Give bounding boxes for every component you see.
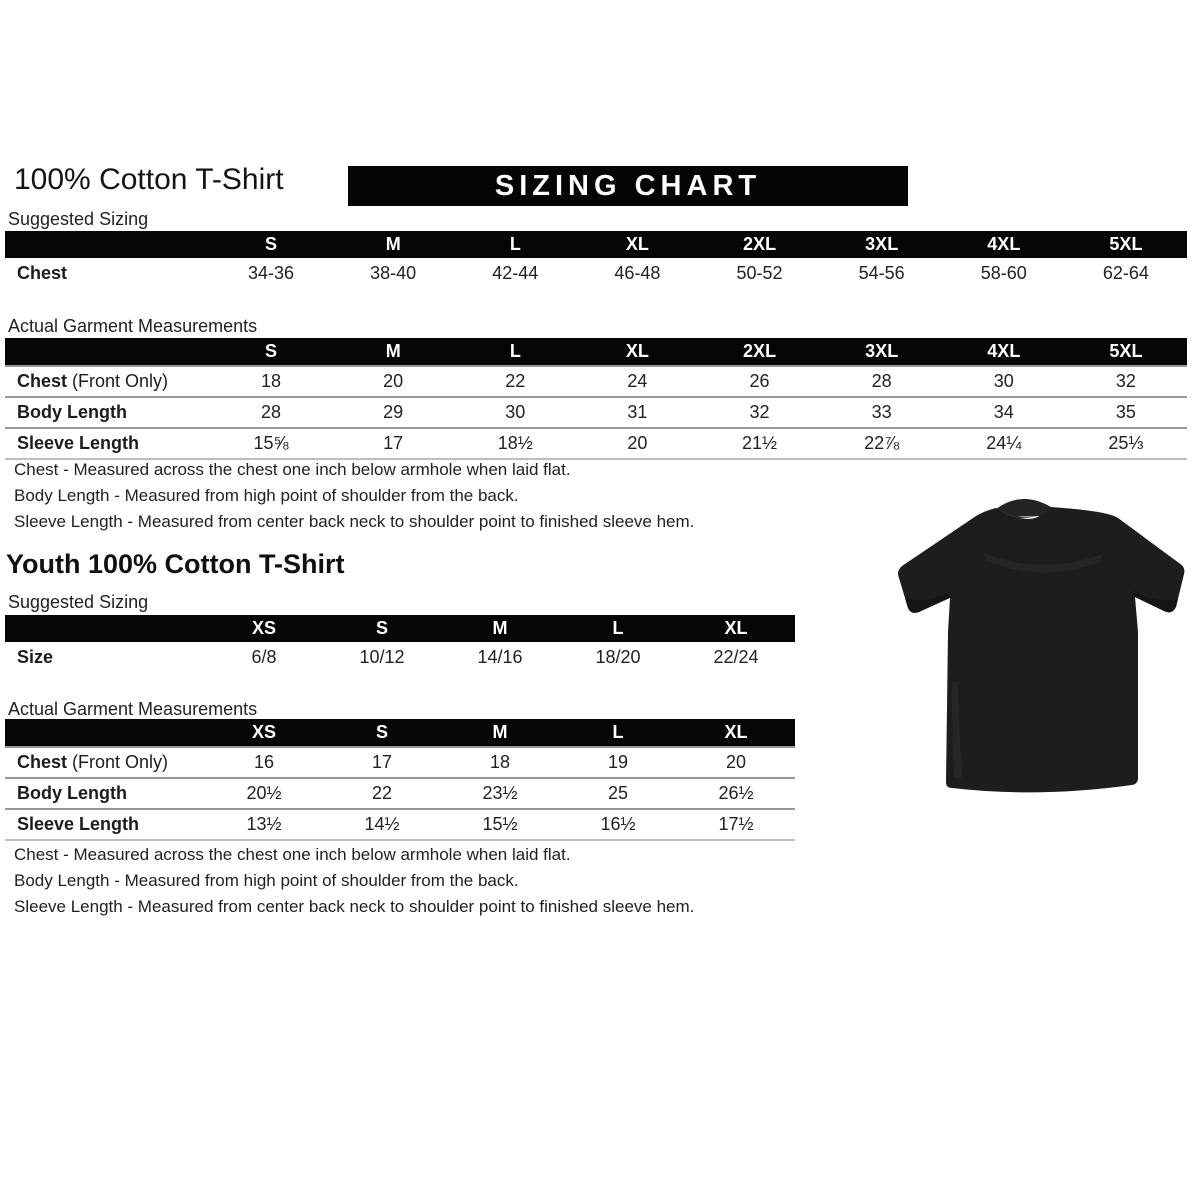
size-col-header: XL [724, 618, 748, 638]
size-col-header: L [509, 234, 521, 254]
table-cell: 17 [383, 433, 404, 453]
table-cell: 50-52 [736, 262, 783, 283]
table-cell: 16½ [600, 814, 636, 834]
size-col-header: 4XL [987, 234, 1021, 254]
row-label: Chest [17, 262, 68, 283]
table-cell: 22 [371, 783, 393, 803]
table-row-sleeve-length [5, 427, 1187, 458]
note-body-length: Body Length - Measured from high point of shoulder from the back. [14, 871, 519, 890]
youth-measurements-table [5, 719, 795, 841]
table-cell: 18/20 [595, 646, 641, 667]
size-col-header: 4XL [987, 341, 1021, 361]
table-cell: 19 [607, 752, 629, 772]
size-col-header: 2XL [743, 234, 777, 254]
table-cell: 20½ [246, 783, 282, 803]
table-cell: 29 [383, 402, 404, 422]
adult-suggested-heading: Suggested Sizing [8, 209, 149, 229]
table-cell: 24¼ [986, 433, 1022, 453]
row-label [5, 371, 210, 392]
table-cell: 18½ [497, 433, 533, 453]
table-cell: 23½ [482, 783, 518, 803]
table-cell: 25 [607, 783, 629, 803]
size-col-header: L [509, 341, 521, 361]
size-col-header: S [265, 234, 278, 254]
table-header-row [5, 338, 1187, 365]
row-label-main: Chest [17, 371, 68, 391]
table-header-row [5, 615, 795, 642]
note-chest: Chest - Measured across the chest one inch below armhole when laid flat. [14, 460, 571, 479]
table-cell: 20 [627, 433, 648, 453]
adult-suggested-table [5, 231, 1187, 288]
size-col-header: M [492, 618, 508, 638]
note-body-length: Body Length - Measured from high point of shoulder from the back. [14, 486, 519, 505]
size-col-header: 5XL [1109, 341, 1143, 361]
table-cell: 22 [505, 371, 526, 391]
size-col-header: M [385, 234, 401, 254]
row-label-note: (Front Only) [67, 752, 169, 772]
youth-measurement-notes [14, 846, 694, 924]
table-header-row [5, 719, 795, 746]
youth-section-title: Youth 100% Cotton T-Shirt [6, 549, 345, 579]
table-cell: 34-36 [248, 262, 295, 283]
table-cell: 42-44 [492, 262, 539, 283]
table-cell: 34 [993, 402, 1014, 422]
size-col-header: M [385, 341, 401, 361]
tshirt-image [888, 482, 1190, 807]
table-cell: 17½ [718, 814, 754, 834]
table-cell: 13½ [246, 814, 282, 834]
size-col-header: 3XL [865, 341, 899, 361]
table-cell: 58-60 [980, 262, 1027, 283]
table-row-size [5, 642, 795, 672]
black-tshirt-graphic [888, 482, 1190, 807]
table-cell: 54-56 [858, 262, 905, 283]
table-cell: 26½ [718, 783, 754, 803]
size-col-header: XS [251, 618, 276, 638]
table-row-body-length [5, 396, 1187, 427]
table-cell: 46-48 [614, 262, 661, 283]
table-cell: 62-64 [1102, 262, 1149, 283]
table-cell: 21½ [742, 433, 778, 453]
table-cell: 6/8 [251, 646, 277, 667]
table-cell: 18 [489, 752, 511, 772]
table-cell: 24 [627, 371, 648, 391]
table-cell: 28 [261, 402, 282, 422]
youth-suggested-table [5, 615, 795, 672]
table-cell: 15⅝ [253, 433, 289, 453]
table-cell: 14/16 [477, 646, 523, 667]
table-header-row [5, 231, 1187, 258]
size-col-header: 3XL [865, 234, 899, 254]
table-cell: 10/12 [359, 646, 405, 667]
size-col-header: S [375, 722, 388, 742]
row-label-main: Chest [17, 752, 68, 772]
size-col-header: 5XL [1109, 234, 1143, 254]
size-col-header: XL [724, 722, 748, 742]
size-col-header: L [612, 722, 624, 742]
table-row-chest [5, 746, 795, 777]
size-col-header: 2XL [743, 341, 777, 361]
table-cell: 30 [993, 371, 1014, 391]
size-col-header: S [265, 341, 278, 361]
size-col-header: XL [625, 341, 649, 361]
youth-suggested-heading: Suggested Sizing [8, 592, 149, 612]
row-label: Sleeve Length [17, 433, 140, 453]
table-cell: 14½ [364, 814, 400, 834]
table-cell: 26 [749, 371, 770, 391]
table-cell: 28 [871, 371, 892, 391]
table-cell: 20 [725, 752, 747, 772]
table-row-body-length [5, 777, 795, 808]
table-cell: 18 [261, 371, 282, 391]
table-row [5, 258, 1187, 288]
size-col-header: M [492, 722, 508, 742]
table-cell: 22⅞ [864, 433, 900, 453]
table-cell: 31 [627, 402, 648, 422]
row-label-note: (Front Only) [67, 371, 169, 391]
size-col-header: S [375, 618, 388, 638]
table-cell: 32 [749, 402, 770, 422]
table-cell: 16 [253, 752, 275, 772]
row-label: Size [17, 646, 54, 667]
size-col-header: L [612, 618, 624, 638]
table-cell: 22/24 [713, 646, 759, 667]
row-label: Body Length [17, 402, 127, 422]
note-sleeve-length: Sleeve Length - Measured from center back neck to shoulder point to finished sleeve hem. [14, 897, 695, 916]
table-cell: 30 [505, 402, 526, 422]
row-label: Sleeve Length [17, 814, 140, 834]
table-cell: 32 [1115, 371, 1136, 391]
adult-measurements-heading: Actual Garment Measurements [8, 316, 258, 336]
table-row-chest [5, 365, 1187, 396]
table-cell: 25⅓ [1108, 433, 1144, 453]
note-sleeve-length: Sleeve Length - Measured from center back neck to shoulder point to finished sleeve hem. [14, 512, 695, 531]
adult-measurements-table [5, 338, 1187, 460]
table-cell: 33 [871, 402, 892, 422]
row-label [5, 752, 205, 773]
page-title: 100% Cotton T-Shirt [14, 163, 284, 196]
table-cell: 20 [383, 371, 404, 391]
table-row-sleeve-length [5, 808, 795, 839]
table-cell: 38-40 [370, 262, 417, 283]
sizing-chart-banner: SIZING CHART [348, 166, 908, 206]
table-cell: 35 [1115, 402, 1136, 422]
youth-measurements-heading: Actual Garment Measurements [8, 699, 258, 719]
note-chest: Chest - Measured across the chest one inch below armhole when laid flat. [14, 845, 571, 864]
table-cell: 17 [371, 752, 393, 772]
size-col-header: XL [625, 234, 649, 254]
row-label: Body Length [17, 783, 127, 803]
table-cell: 15½ [482, 814, 518, 834]
size-col-header: XS [251, 722, 276, 742]
adult-measurement-notes [14, 461, 694, 539]
